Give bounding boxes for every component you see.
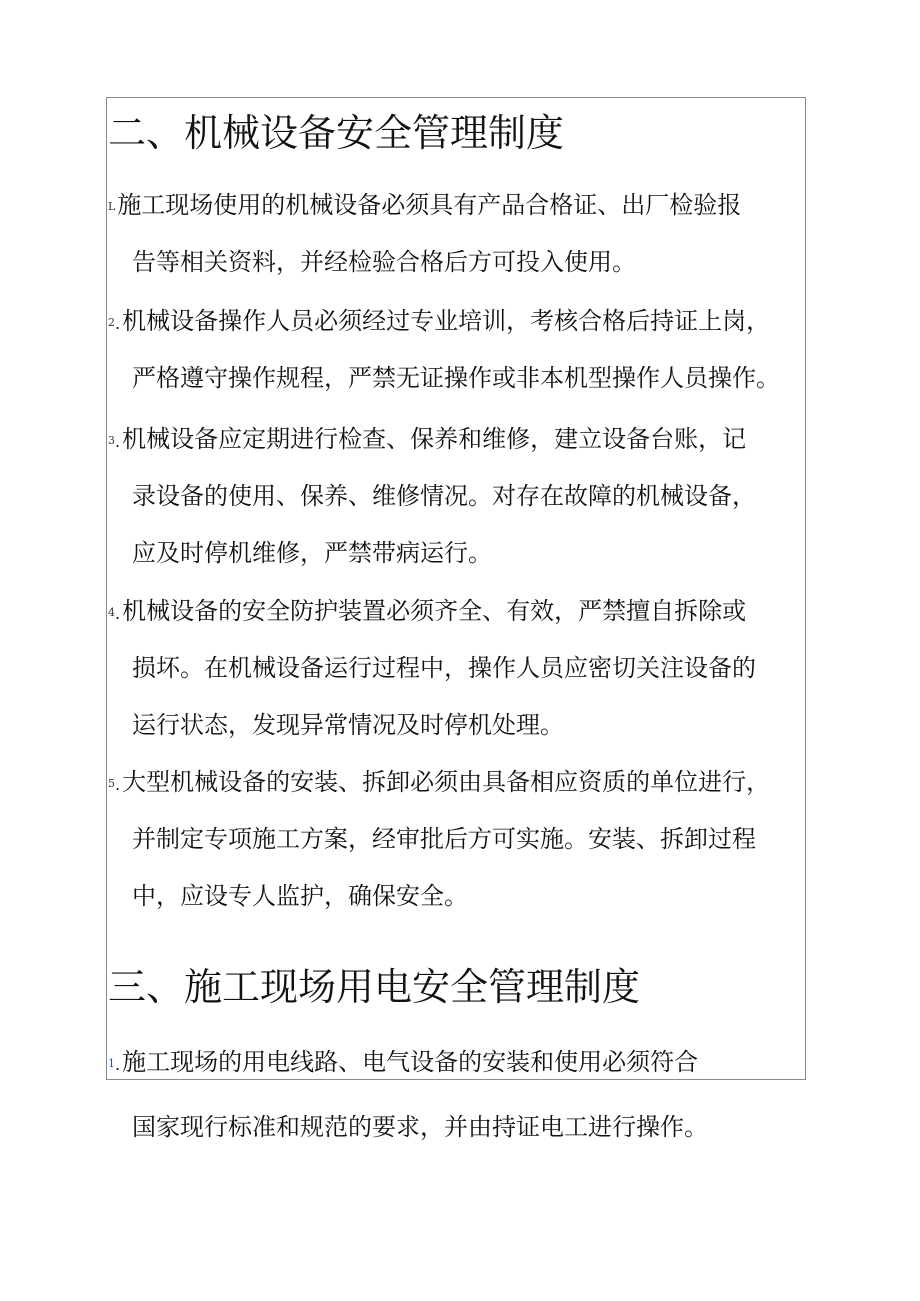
list-item: 1.施工现场的用电线路、电气设备的安装和使用必须符合 xyxy=(108,1048,699,1076)
item-text: 并制定专项施工方案，经审批后方可实施。安装、拆卸过程 xyxy=(132,825,756,853)
list-item: 4.机械设备的安全防护装置必须齐全、有效，严禁擅自拆除或 损坏。在机械设备运行过程中，操作人员应密切关注设备的 运行状态，发现异常情况及时停机处理。 xyxy=(108,583,820,754)
item-number: 4 xyxy=(108,606,115,619)
item-text: 严格遵守操作规程，严禁无证操作或非本机型操作人员操作。 xyxy=(132,364,780,392)
list-item: 3.机械设备应定期进行检查、保养和维修，建立设备台账，记 录设备的使用、保养、维修情况。对存在故障的机械设备， 应及时停机维修，严禁带病运行。 xyxy=(108,411,820,582)
item-number: 2 xyxy=(108,316,115,329)
item-text: 录设备的使用、保养、维修情况。对存在故障的机械设备， xyxy=(132,482,756,510)
item-text: 中，应设专人监护，确保安全。 xyxy=(132,882,468,910)
list-item: 2.机械设备操作人员必须经过专业培训，考核合格后持证上岗， 严格遵守操作规程，严禁无证操作或非本机型操作人员操作。 xyxy=(108,293,820,407)
item-number: 3 xyxy=(108,434,115,447)
item-text-continuation: 国家现行标准和规范的要求，并由持证电工进行操作。 xyxy=(132,1113,708,1141)
list-item xyxy=(108,177,820,291)
item-text: 施工现场的用电线路、电气设备的安装和使用必须符合 xyxy=(122,1048,699,1076)
item-text: 机械设备应定期进行检查、保养和维修，建立设备台账，记 xyxy=(122,425,747,453)
item-text: 应及时停机维修，严禁带病运行。 xyxy=(132,539,492,567)
item-number: 1 xyxy=(108,1057,115,1070)
item-text: 大型机械设备的安装、拆卸必须由具备相应资质的单位进行， xyxy=(122,768,771,796)
item-number: L xyxy=(108,200,116,213)
item-text: 机械设备操作人员必须经过专业培训，考核合格后持证上岗， xyxy=(122,307,771,335)
item-text: 施工现场使用的机械设备必须具有产品合格证、出厂检验报 xyxy=(117,191,742,219)
section-heading-electrical: 三、施工现场用电安全管理制度 xyxy=(108,965,641,1009)
item-text: 机械设备的安全防护装置必须齐全、有效，严禁擅自拆除或 xyxy=(122,597,747,625)
list-item: 5.大型机械设备的安装、拆卸必须由具备相应资质的单位进行， 并制定专项施工方案，经审批后方可实施。安装、拆卸过程 中，应设专人监护，确保安全。 xyxy=(108,754,820,925)
item-text: 告等相关资料，并经检验合格后方可投入使用。 xyxy=(132,248,636,276)
item-text: 运行状态，发现异常情况及时停机处理。 xyxy=(132,711,564,739)
item-number: 5 xyxy=(108,777,115,790)
item-text: 损坏。在机械设备运行过程中，操作人员应密切关注设备的 xyxy=(132,654,756,682)
section-heading-mechanical: 二、机械设备安全管理制度 xyxy=(108,111,565,155)
